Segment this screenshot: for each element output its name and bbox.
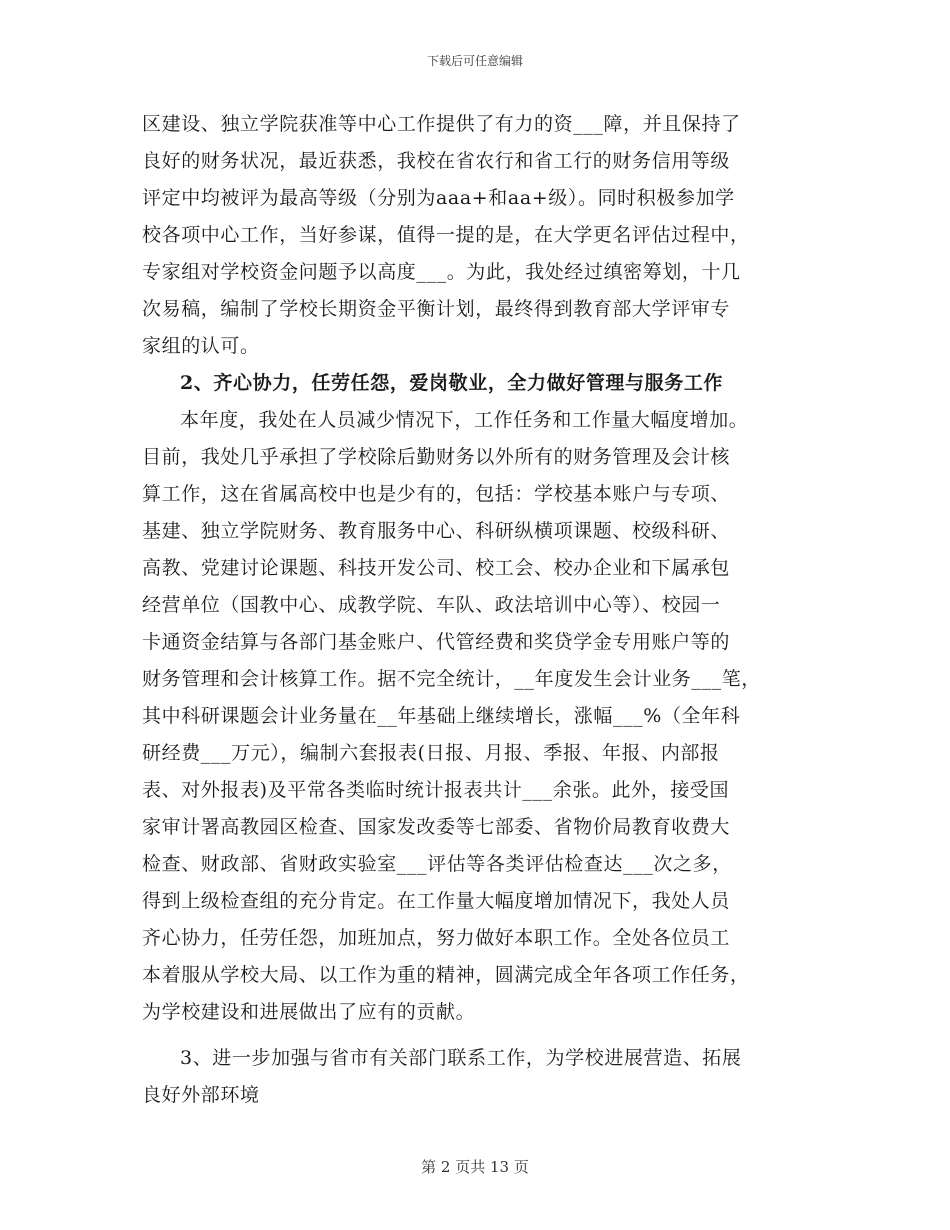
text-line: 基建、独立学院财务、教育服务中心、科研纵横项课题、校级科研、: [142, 520, 731, 542]
text-line: 研经费___万元），编制六套报表(日报、月报、季报、年报、内部报: [142, 742, 720, 764]
text-line: 高教、党建讨论课题、科技开发公司、校工会、校办企业和下属承包: [142, 557, 731, 579]
text-line: 评定中均被评为最高等级（分别为aaa+和aa+级）。同时积极参加学: [142, 187, 735, 209]
text-line: 齐心协力，任劳任怨，加班加点，努力做好本职工作。全处各位员工: [142, 927, 731, 949]
text-line: 得到上级检查组的充分肯定。在工作量大幅度增加情况下，我处人员: [142, 890, 731, 912]
text-line: 本年度，我处在人员减少情况下，工作任务和工作量大幅度增加。: [180, 409, 749, 431]
text-line: 专家组对学校资金问题予以高度___。为此，我处经过缜密筹划，十几: [142, 261, 741, 283]
text-line: 区建设、独立学院获准等中心工作提供了有力的资___障，并且保持了: [142, 113, 741, 135]
text-line: 其中科研课题会计业务量在__年基础上继续增长，涨幅___%（全年科: [142, 705, 741, 727]
document-body: [142, 106, 812, 1114]
page-header: 下载后可任意编辑: [426, 54, 523, 68]
page-footer: 第 2 页共 13 页: [421, 1158, 529, 1176]
text-line: 家组的认可。: [142, 335, 260, 357]
text-line: 经营单位（国教中心、成教学院、车队、政法培训中心等）、校园一: [142, 594, 721, 616]
text-line: 表、对外报表)及平常各类临时统计报表共计___余张。此外，接受国: [142, 779, 730, 801]
text-line: 目前，我处几乎承担了学校除后勤财务以外所有的财务管理及会计核: [142, 446, 731, 468]
text-line: 卡通资金结算与各部门基金账户、代管经费和奖贷学金专用账户等的: [142, 631, 731, 653]
text-line: 本着服从学校大局、以工作为重的精神，圆满完成全年各项工作任务，: [142, 964, 750, 986]
text-line: 3、进一步加强与省市有关部门联系工作，为学校进展营造、拓展: [180, 1047, 742, 1069]
section-heading: 2、齐心协力，任劳任怨，爱岗敬业，全力做好管理与服务工作: [180, 372, 724, 394]
text-line: 检查、财政部、省财政实验室___评估等各类评估检查达___次之多，: [142, 853, 732, 875]
text-line: 良好的财务状况，最近获悉，我校在省农行和省工行的财务信用等级: [142, 150, 731, 172]
text-line: 良好外部环境: [142, 1084, 260, 1106]
text-line: 算工作，这在省属高校中也是少有的，包括：学校基本账户与专项、: [142, 483, 731, 505]
text-line: 次易稿，编制了学校长期资金平衡计划，最终得到教育部大学评审专: [142, 298, 731, 320]
text-line: 家审计署高教园区检查、国家发改委等七部委、省物价局教育收费大: [142, 816, 731, 838]
text-line: 财务管理和会计核算工作。据不完全统计，__年度发生会计业务___笔，: [142, 668, 761, 690]
text-line: 校各项中心工作，当好参谋，值得一提的是，在大学更名评估过程中，: [142, 224, 750, 246]
text-line: 为学校建设和进展做出了应有的贡献。: [142, 1001, 476, 1023]
